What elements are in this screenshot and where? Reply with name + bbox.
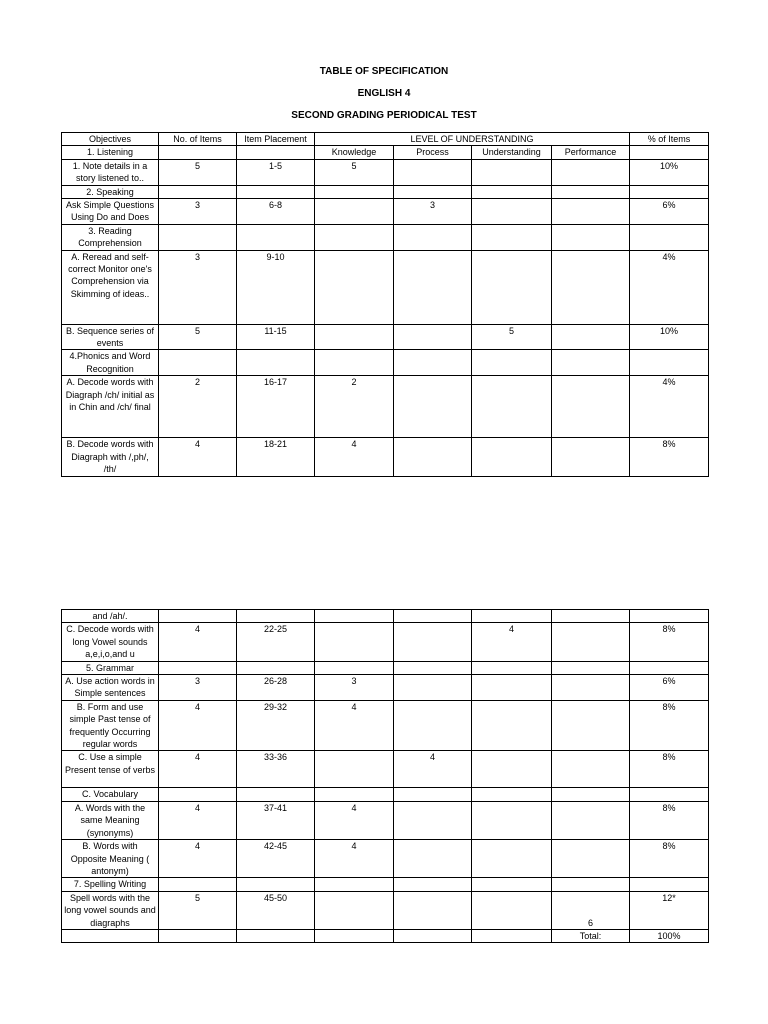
knowledge-cell: 3 [315, 675, 394, 701]
objective-cell [62, 929, 159, 942]
table-row [62, 891, 709, 929]
percent-items-cell [630, 661, 709, 674]
no-items-cell: 5 [159, 159, 237, 185]
process-cell [394, 250, 472, 324]
understanding-cell [472, 788, 552, 801]
performance-cell [552, 350, 630, 376]
table-row [62, 788, 709, 801]
header-objectives: Objectives [62, 133, 159, 146]
objective-cell: A. Decode words with Diagraph /ch/ initial as in Chin and /ch/ final [62, 376, 159, 438]
understanding-cell [472, 610, 552, 623]
header-knowledge: Knowledge [315, 146, 394, 159]
item-placement-cell: 16-17 [237, 376, 315, 438]
header-percent-items: % of Items [630, 133, 709, 146]
knowledge-cell [315, 324, 394, 350]
item-placement-cell: 22-25 [237, 623, 315, 661]
table-row [62, 675, 709, 701]
table-row [62, 610, 709, 623]
percent-items-cell: 8% [630, 438, 709, 476]
item-placement-cell [237, 224, 315, 250]
performance-cell [552, 675, 630, 701]
no-items-cell [159, 661, 237, 674]
no-items-cell: 5 [159, 891, 237, 929]
understanding-cell [472, 250, 552, 324]
no-items-cell: 4 [159, 700, 237, 751]
percent-items-cell [630, 224, 709, 250]
item-placement-cell: 18-21 [237, 438, 315, 476]
performance-cell [552, 610, 630, 623]
document-title: TABLE OF SPECIFICATION [319, 66, 449, 77]
no-items-cell [159, 929, 237, 942]
objective-cell: A. Words with the same Meaning (synonyms) [62, 801, 159, 839]
process-cell [394, 878, 472, 891]
no-items-cell [159, 350, 237, 376]
no-items-cell: 4 [159, 623, 237, 661]
process-cell: 3 [394, 199, 472, 225]
item-placement-cell [237, 878, 315, 891]
process-cell [394, 159, 472, 185]
process-cell [394, 661, 472, 674]
header-performance: Performance [552, 146, 630, 159]
performance-cell [552, 801, 630, 839]
percent-items-cell: 100% [630, 929, 709, 942]
test-title: SECOND GRADING PERIODICAL TEST [291, 110, 477, 121]
performance-cell [552, 751, 630, 788]
item-placement-cell [237, 929, 315, 942]
table-row [62, 661, 709, 674]
objective-cell: 2. Speaking [62, 185, 159, 198]
objective-cell: B. Decode words with Diagraph with /,ph/, /th/ [62, 438, 159, 476]
subject-title: ENGLISH 4 [357, 88, 411, 99]
understanding-cell [472, 929, 552, 942]
table-row [62, 146, 709, 159]
table-row [62, 224, 709, 250]
item-placement-cell [237, 610, 315, 623]
item-placement-cell: 11-15 [237, 324, 315, 350]
performance-cell [552, 185, 630, 198]
header-process: Process [394, 146, 472, 159]
knowledge-cell [315, 788, 394, 801]
no-items-cell [159, 185, 237, 198]
percent-items-cell [630, 878, 709, 891]
knowledge-cell [315, 929, 394, 942]
percent-items-cell [630, 610, 709, 623]
objective-cell: C. Decode words with long Vowel sounds a,e,i,o,and u [62, 623, 159, 661]
performance-cell [552, 324, 630, 350]
knowledge-cell: 4 [315, 438, 394, 476]
item-placement-cell: 9-10 [237, 250, 315, 324]
knowledge-cell [315, 891, 394, 929]
performance-cell: 6 [552, 891, 630, 929]
knowledge-cell: 4 [315, 700, 394, 751]
understanding-cell [472, 801, 552, 839]
percent-items-cell: 8% [630, 623, 709, 661]
objective-cell: Ask Simple Questions Using Do and Does [62, 199, 159, 225]
item-placement-cell: 42-45 [237, 840, 315, 878]
table-row [62, 250, 709, 324]
percent-items-cell: 8% [630, 700, 709, 751]
table-row [62, 623, 709, 661]
item-placement-cell [237, 185, 315, 198]
table-row [62, 185, 709, 198]
header-row [62, 133, 709, 146]
no-items-cell: 4 [159, 438, 237, 476]
header-item-placement: Item Placement [237, 133, 315, 146]
performance-cell [552, 840, 630, 878]
process-cell [394, 185, 472, 198]
no-items-cell: 3 [159, 675, 237, 701]
percent-items-cell [630, 350, 709, 376]
item-placement-cell [237, 661, 315, 674]
no-items-cell: 3 [159, 250, 237, 324]
percent-items-cell: 6% [630, 199, 709, 225]
understanding-cell [472, 891, 552, 929]
process-cell [394, 623, 472, 661]
table-row [62, 700, 709, 751]
process-cell [394, 376, 472, 438]
objective-cell: C. Vocabulary [62, 788, 159, 801]
process-cell [394, 324, 472, 350]
process-cell [394, 610, 472, 623]
table-row [62, 376, 709, 438]
process-cell [394, 788, 472, 801]
objective-cell: 1. Listening [62, 146, 159, 159]
objective-cell: Spell words with the long vowel sounds and diagraphs [62, 891, 159, 929]
table-row [62, 350, 709, 376]
performance-cell [552, 199, 630, 225]
table-row [62, 438, 709, 476]
understanding-cell [472, 700, 552, 751]
no-items-cell: 5 [159, 324, 237, 350]
performance-cell [552, 661, 630, 674]
knowledge-cell [315, 350, 394, 376]
item-placement-cell: 26-28 [237, 675, 315, 701]
specification-table-part-2 [61, 609, 709, 943]
knowledge-cell [315, 185, 394, 198]
understanding-cell [472, 185, 552, 198]
understanding-cell [472, 376, 552, 438]
understanding-cell [472, 840, 552, 878]
item-placement-cell [237, 146, 315, 159]
table-row [62, 751, 709, 788]
knowledge-cell [315, 250, 394, 324]
objective-cell: B. Words with Opposite Meaning ( antonym) [62, 840, 159, 878]
no-items-cell: 4 [159, 840, 237, 878]
knowledge-cell [315, 751, 394, 788]
no-items-cell: 2 [159, 376, 237, 438]
understanding-cell [472, 159, 552, 185]
percent-items-cell: 8% [630, 751, 709, 788]
percent-items-cell [630, 788, 709, 801]
process-cell [394, 350, 472, 376]
percent-items-cell: 8% [630, 840, 709, 878]
process-cell [394, 224, 472, 250]
objective-cell: 7. Spelling Writing [62, 878, 159, 891]
table-row [62, 878, 709, 891]
knowledge-cell [315, 661, 394, 674]
performance-cell [552, 623, 630, 661]
process-cell: 4 [394, 751, 472, 788]
table-row [62, 929, 709, 942]
objective-cell: B. Form and use simple Past tense of frequently Occurring regular words [62, 700, 159, 751]
performance-cell: Total: [552, 929, 630, 942]
header-understanding: Understanding [472, 146, 552, 159]
no-items-cell: 3 [159, 199, 237, 225]
understanding-cell [472, 878, 552, 891]
understanding-cell [472, 751, 552, 788]
understanding-cell [472, 350, 552, 376]
performance-cell [552, 788, 630, 801]
performance-cell [552, 438, 630, 476]
no-items-cell [159, 146, 237, 159]
item-placement-cell [237, 350, 315, 376]
percent-items-cell: 8% [630, 801, 709, 839]
item-placement-cell: 37-41 [237, 801, 315, 839]
no-items-cell [159, 224, 237, 250]
header-level-of-understanding: LEVEL OF UNDERSTANDING [315, 133, 630, 146]
process-cell [394, 840, 472, 878]
process-cell [394, 929, 472, 942]
item-placement-cell: 45-50 [237, 891, 315, 929]
percent-items-cell [630, 185, 709, 198]
knowledge-cell: 5 [315, 159, 394, 185]
table-row [62, 324, 709, 350]
item-placement-cell: 29-32 [237, 700, 315, 751]
percent-items-cell: 10% [630, 159, 709, 185]
knowledge-cell [315, 199, 394, 225]
understanding-cell [472, 199, 552, 225]
objective-cell: 4.Phonics and Word Recognition [62, 350, 159, 376]
objective-cell: C. Use a simple Present tense of verbs [62, 751, 159, 788]
table-row [62, 199, 709, 225]
table-row [62, 801, 709, 839]
knowledge-cell: 2 [315, 376, 394, 438]
table-row [62, 840, 709, 878]
knowledge-cell [315, 610, 394, 623]
process-cell [394, 438, 472, 476]
header-no-items: No. of Items [159, 133, 237, 146]
knowledge-cell [315, 878, 394, 891]
objective-cell: A. Reread and self-correct Monitor one's Comprehension via Skimming of ideas.. [62, 250, 159, 324]
item-placement-cell [237, 788, 315, 801]
understanding-cell: 5 [472, 324, 552, 350]
item-placement-cell: 6-8 [237, 199, 315, 225]
understanding-cell: 4 [472, 623, 552, 661]
knowledge-cell [315, 623, 394, 661]
process-cell [394, 801, 472, 839]
understanding-cell [472, 661, 552, 674]
percent-items-cell: 4% [630, 376, 709, 438]
percent-items-cell: 6% [630, 675, 709, 701]
objective-cell: 1. Note details in a story listened to.. [62, 159, 159, 185]
knowledge-cell [315, 224, 394, 250]
performance-cell [552, 376, 630, 438]
performance-cell [552, 700, 630, 751]
table-row [62, 159, 709, 185]
understanding-cell [472, 438, 552, 476]
percent-items-cell: 10% [630, 324, 709, 350]
no-items-cell [159, 788, 237, 801]
process-cell [394, 891, 472, 929]
performance-cell [552, 159, 630, 185]
objective-cell: B. Sequence series of events [62, 324, 159, 350]
no-items-cell: 4 [159, 801, 237, 839]
objective-cell: 3. Reading Comprehension [62, 224, 159, 250]
percent-items-cell: 12* [630, 891, 709, 929]
process-cell [394, 675, 472, 701]
knowledge-cell: 4 [315, 840, 394, 878]
specification-table-part-1 [61, 132, 709, 477]
item-placement-cell: 1-5 [237, 159, 315, 185]
objective-cell: 5. Grammar [62, 661, 159, 674]
no-items-cell [159, 878, 237, 891]
item-placement-cell: 33-36 [237, 751, 315, 788]
performance-cell [552, 878, 630, 891]
no-items-cell [159, 610, 237, 623]
understanding-cell [472, 675, 552, 701]
objective-cell: A. Use action words in Simple sentences [62, 675, 159, 701]
percent-items-cell [630, 146, 709, 159]
performance-cell [552, 224, 630, 250]
knowledge-cell: 4 [315, 801, 394, 839]
objective-cell: and /ah/. [62, 610, 159, 623]
no-items-cell: 4 [159, 751, 237, 788]
percent-items-cell: 4% [630, 250, 709, 324]
process-cell [394, 700, 472, 751]
understanding-cell [472, 224, 552, 250]
performance-cell [552, 250, 630, 324]
